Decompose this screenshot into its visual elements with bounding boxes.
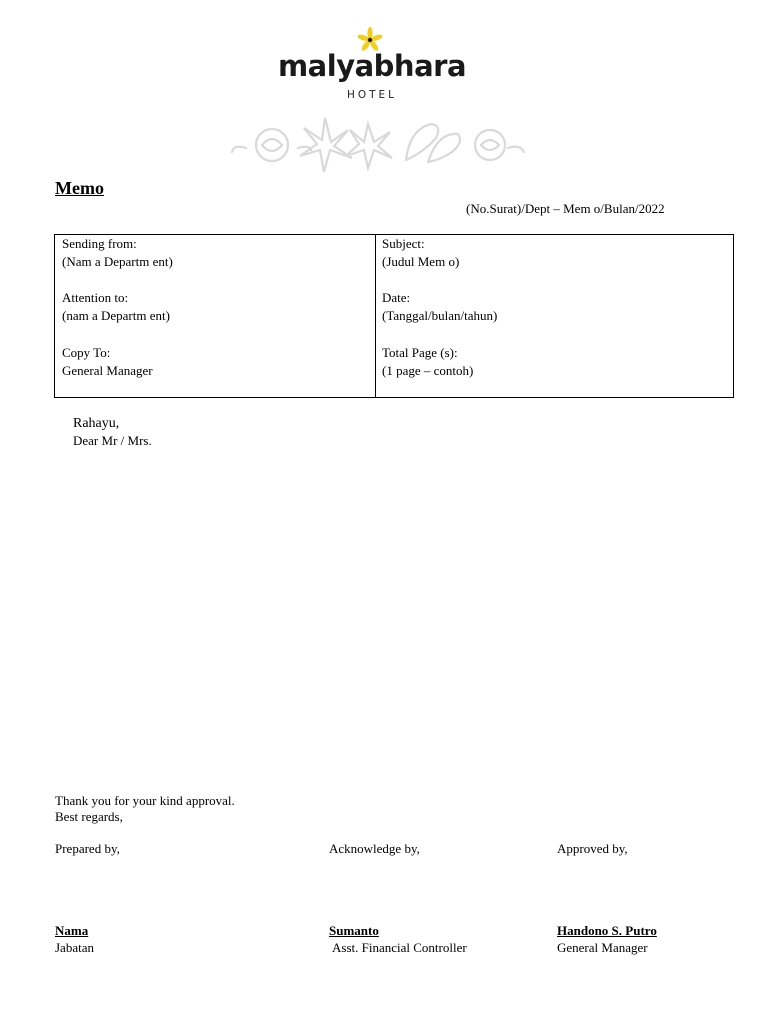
info-column-left [55, 235, 376, 397]
subject-label: Subject: [382, 236, 425, 251]
salutation: Rahayu, [73, 416, 120, 431]
info-column-right [375, 235, 733, 397]
sending-from-value: (Nam a Departm ent) [62, 254, 173, 269]
memo-info-box [54, 234, 734, 398]
copy-to-label: Copy To: [62, 345, 111, 360]
approver-title: General Manager [557, 940, 648, 955]
total-page-value: (1 page – contoh) [382, 363, 474, 378]
logo-wordmark: malyabhara [277, 49, 467, 83]
memo-reference-number: (No.Surat)/Dept – Mem o/Bulan/2022 [466, 201, 665, 216]
sending-from-label: Sending from: [62, 236, 137, 251]
acknowledger-title: Asst. Financial Controller [332, 940, 467, 955]
date-value: (Tanggal/bulan/tahun) [382, 308, 498, 323]
attention-to-label: Attention to: [62, 290, 129, 305]
approver-name: Handono S. Putro [557, 923, 657, 938]
preparer-name: Nama [55, 923, 89, 938]
total-page-label: Total Page (s): [382, 345, 458, 360]
approved-by-label: Approved by, [557, 841, 628, 856]
date-label: Date: [382, 290, 411, 305]
greeting: Dear Mr / Mrs. [73, 433, 152, 448]
logo-subtitle: HOTEL [346, 89, 398, 101]
prepared-by-label: Prepared by, [55, 841, 120, 856]
closing-line: Thank you for your kind approval. [55, 793, 235, 808]
copy-to-value: General Manager [62, 363, 153, 378]
subject-value: (Judul Mem o) [382, 254, 460, 269]
preparer-title: Jabatan [55, 940, 94, 955]
memo-title: Memo [55, 178, 104, 198]
acknowledger-name: Sumanto [329, 923, 379, 938]
acknowledge-by-label: Acknowledge by, [329, 841, 420, 856]
attention-to-value: (nam a Departm ent) [62, 308, 170, 323]
best-regards: Best regards, [55, 809, 123, 824]
floral-ornament [228, 110, 534, 180]
